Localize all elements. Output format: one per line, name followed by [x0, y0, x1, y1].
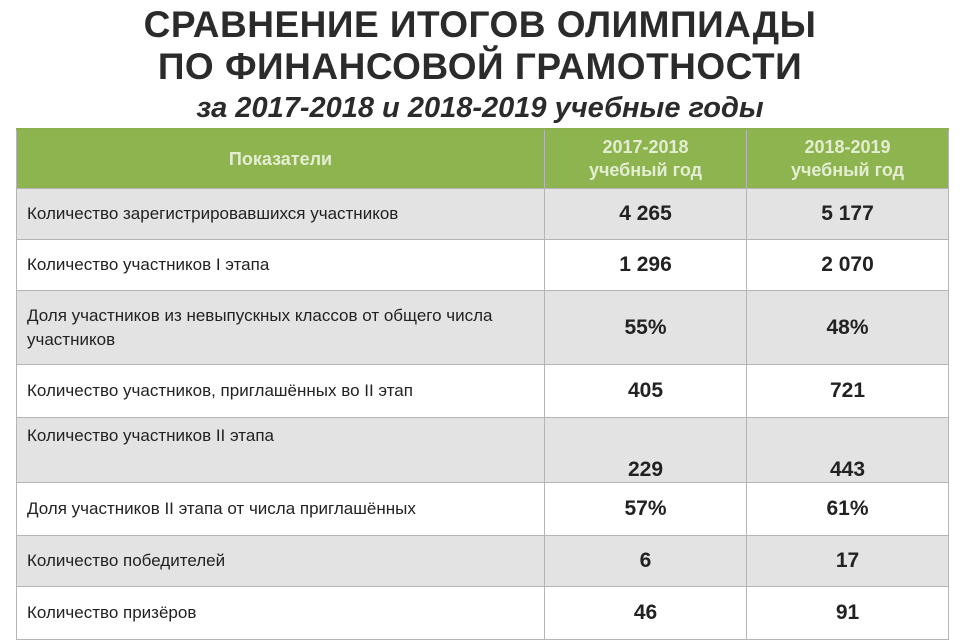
table-row: [17, 189, 949, 240]
table-row: [17, 483, 949, 536]
value-2017-2018: 57%: [545, 483, 747, 536]
value-2018-2019: 721: [747, 365, 949, 418]
title-block: [0, 0, 960, 128]
table-row: [17, 418, 949, 483]
value-2018-2019: 48%: [747, 291, 949, 365]
value-2018-2019: 17: [747, 536, 949, 587]
value-2017-2018: 229: [545, 418, 747, 483]
value-2017-2018: 1 296: [545, 240, 747, 291]
title-line-1: СРАВНЕНИЕ ИТОГОВ ОЛИМПИАДЫ: [143, 4, 817, 45]
table-row: [17, 365, 949, 418]
value-2017-2018: 405: [545, 365, 747, 418]
value-2017-2018: 55%: [545, 291, 747, 365]
value-2018-2019: 91: [747, 587, 949, 640]
value-2018-2019: 2 070: [747, 240, 949, 291]
table-header-row: [17, 129, 949, 189]
value-2018-2019: 5 177: [747, 189, 949, 240]
subtitle: за 2017-2018 и 2018-2019 учебные годы: [196, 92, 764, 124]
row-label: Количество призёров: [17, 587, 545, 640]
table-row: [17, 587, 949, 640]
row-label: Количество участников II этапа: [17, 418, 545, 483]
row-label: Доля участников из невыпускных классов от общего числа участников: [17, 291, 545, 365]
row-label: Количество участников I этапа: [17, 240, 545, 291]
row-label: Доля участников II этапа от числа приглашённых: [17, 483, 545, 536]
table-row: [17, 291, 949, 365]
table-row: [17, 536, 949, 587]
value-2017-2018: 4 265: [545, 189, 747, 240]
value-2017-2018: 6: [545, 536, 747, 587]
value-2017-2018: 46: [545, 587, 747, 640]
title-line-2: ПО ФИНАНСОВОЙ ГРАМОТНОСТИ: [157, 46, 803, 87]
results-table: [16, 128, 949, 640]
value-2018-2019: 61%: [747, 483, 949, 536]
header-2017-2018: 2017-2018 учебный год: [545, 129, 747, 189]
value-2018-2019: 443: [747, 418, 949, 483]
row-label: Количество зарегистрировавшихся участников: [17, 189, 545, 240]
header-2018-2019: 2018-2019 учебный год: [747, 129, 949, 189]
table-row: [17, 240, 949, 291]
row-label: Количество победителей: [17, 536, 545, 587]
header-indicator: Показатели: [17, 129, 545, 189]
row-label: Количество участников, приглашённых во II этап: [17, 365, 545, 418]
